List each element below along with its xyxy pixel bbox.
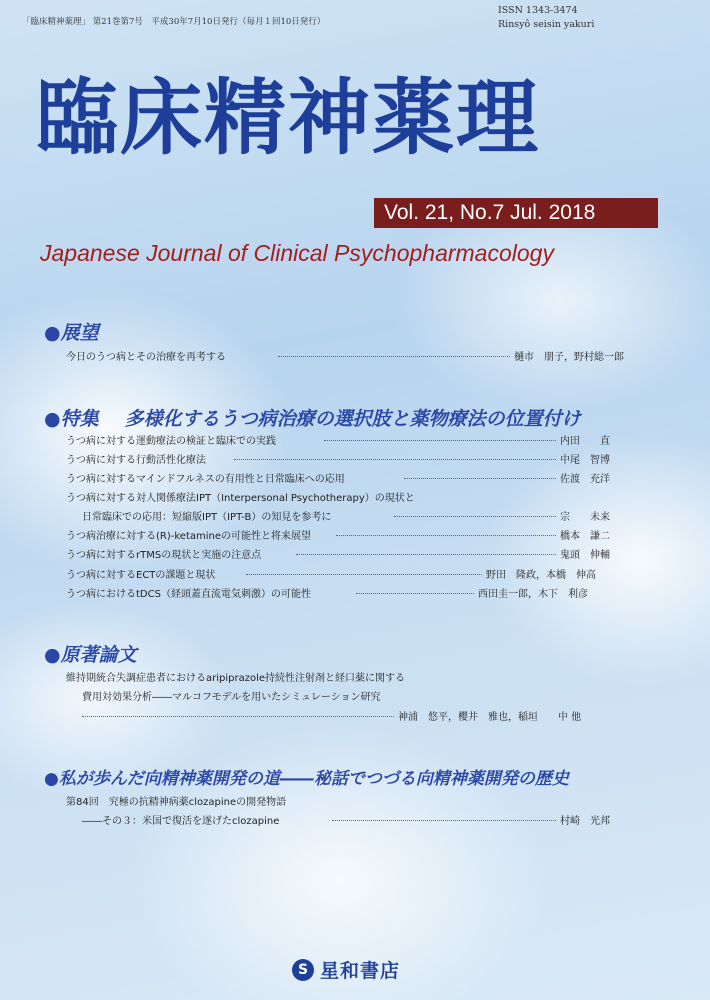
issn-block bbox=[498, 4, 594, 32]
leader-dots bbox=[246, 574, 482, 575]
toc-entry[interactable] bbox=[82, 508, 626, 524]
leader-dots bbox=[404, 478, 556, 479]
entry-title: うつ病に対する行動活性化療法 bbox=[66, 455, 206, 466]
leader-dots bbox=[324, 440, 556, 441]
toc-entry[interactable] bbox=[66, 546, 626, 562]
english-title: Japanese Journal of Clinical Psychopharmacology bbox=[40, 240, 554, 266]
toc-entry[interactable] bbox=[66, 527, 626, 543]
entry-title: うつ病に対するマインドフルネスの有用性と日常臨床への応用 bbox=[66, 474, 345, 485]
toc-entry[interactable] bbox=[66, 432, 626, 448]
entry-title-line: 第84回 究極の抗精神病薬clozapineの開発物語 bbox=[66, 797, 287, 808]
leader-dots bbox=[332, 820, 556, 821]
leader-dots bbox=[296, 554, 556, 555]
issn-number: ISSN 1343-3474 bbox=[498, 5, 578, 16]
entry-title: 今日のうつ病とその治療を再考する bbox=[66, 352, 226, 363]
entry-authors: 橋本 謙二 bbox=[560, 531, 610, 542]
section-heading-tenbo: ●展望 bbox=[44, 322, 99, 344]
leader-dots bbox=[278, 356, 510, 357]
publisher-name: 星和書店 bbox=[320, 960, 401, 982]
entry-authors: 中尾 智博 bbox=[560, 455, 610, 466]
section-label: ●特集 bbox=[44, 408, 99, 430]
entry-title: うつ病におけるtDCS（経頭蓋直流電気刺激）の可能性 bbox=[66, 589, 311, 600]
toc-entry[interactable] bbox=[66, 585, 626, 601]
title-romaji: Rinsyô seisin yakuri bbox=[498, 19, 595, 30]
entry-authors: 村崎 光邦 bbox=[560, 816, 610, 827]
entry-title-line: うつ病に対する対人関係療法IPT（Interpersonal Psychotherapy）の現状と bbox=[66, 493, 415, 504]
journal-issue-line: 「臨床精神薬理」 第21巻第7号 平成30年7月10日発行（毎月１回10日発行） bbox=[22, 17, 326, 27]
entry-title-line: 維持期統合失調症患者におけるaripiprazole持続性注射剤と経口薬に関する bbox=[66, 673, 406, 684]
entry-authors: 内田 直 bbox=[560, 436, 610, 447]
entry-title: うつ病に対するECTの課題と現状 bbox=[66, 570, 216, 581]
entry-authors: 野田 隆政，本橋 伸高 bbox=[486, 570, 596, 581]
publisher bbox=[292, 956, 400, 983]
entry-authors: 神浦 悠平，櫻井 雅也，稲垣 中 他 bbox=[398, 712, 582, 723]
leader-dots bbox=[336, 535, 556, 536]
entry-title: うつ病に対する運動療法の検証と臨床での実践 bbox=[66, 436, 276, 447]
leader-dots bbox=[394, 516, 556, 517]
entry-authors: 西田圭一郎，木下 利彦 bbox=[478, 589, 588, 600]
toc-entry[interactable] bbox=[66, 566, 626, 582]
toc-entry[interactable] bbox=[66, 708, 626, 724]
publisher-logo-icon: S bbox=[292, 959, 314, 981]
feature-theme: 多様化するうつ病治療の選択肢と薬物療法の位置付け bbox=[124, 408, 581, 430]
toc-entry[interactable] bbox=[82, 812, 626, 828]
entry-title: 日常臨床での応用：短縮版IPT（IPT-B）の知見を参考に bbox=[82, 512, 332, 523]
leader-dots bbox=[234, 459, 556, 460]
entry-authors: 宗 未来 bbox=[560, 512, 610, 523]
entry-title: ――その３：米国で復活を遂げたclozapine bbox=[82, 816, 280, 827]
toc-entry[interactable] bbox=[66, 470, 626, 486]
entry-title: うつ病に対するrTMSの現状と実施の注意点 bbox=[66, 550, 262, 561]
entry-title-line: 費用対効果分析――マルコフモデルを用いたシミュレーション研究 bbox=[82, 692, 381, 703]
section-heading-original-articles: ●原著論文 bbox=[44, 644, 137, 666]
toc-entry[interactable] bbox=[66, 348, 626, 364]
section-heading-drug-development-history: ●私が歩んだ向精神薬開発の道――秘話でつづる向精神薬開発の歴史 bbox=[44, 769, 569, 789]
leader-dots bbox=[82, 716, 394, 717]
volume-badge: Vol. 21, No.7 Jul. 2018 bbox=[374, 198, 658, 228]
toc-entry[interactable] bbox=[66, 451, 626, 467]
entry-authors: 佐渡 充洋 bbox=[560, 474, 610, 485]
entry-authors: 鬼頭 伸輔 bbox=[560, 550, 610, 561]
entry-title: うつ病治療に対する(R)-ketamineの可能性と将来展望 bbox=[66, 531, 312, 542]
leader-dots bbox=[356, 593, 474, 594]
journal-title: 臨床精神薬理 bbox=[36, 71, 541, 166]
section-heading-tokushu bbox=[44, 404, 581, 431]
entry-authors: 樋市 朋子，野村総一郎 bbox=[514, 352, 624, 363]
